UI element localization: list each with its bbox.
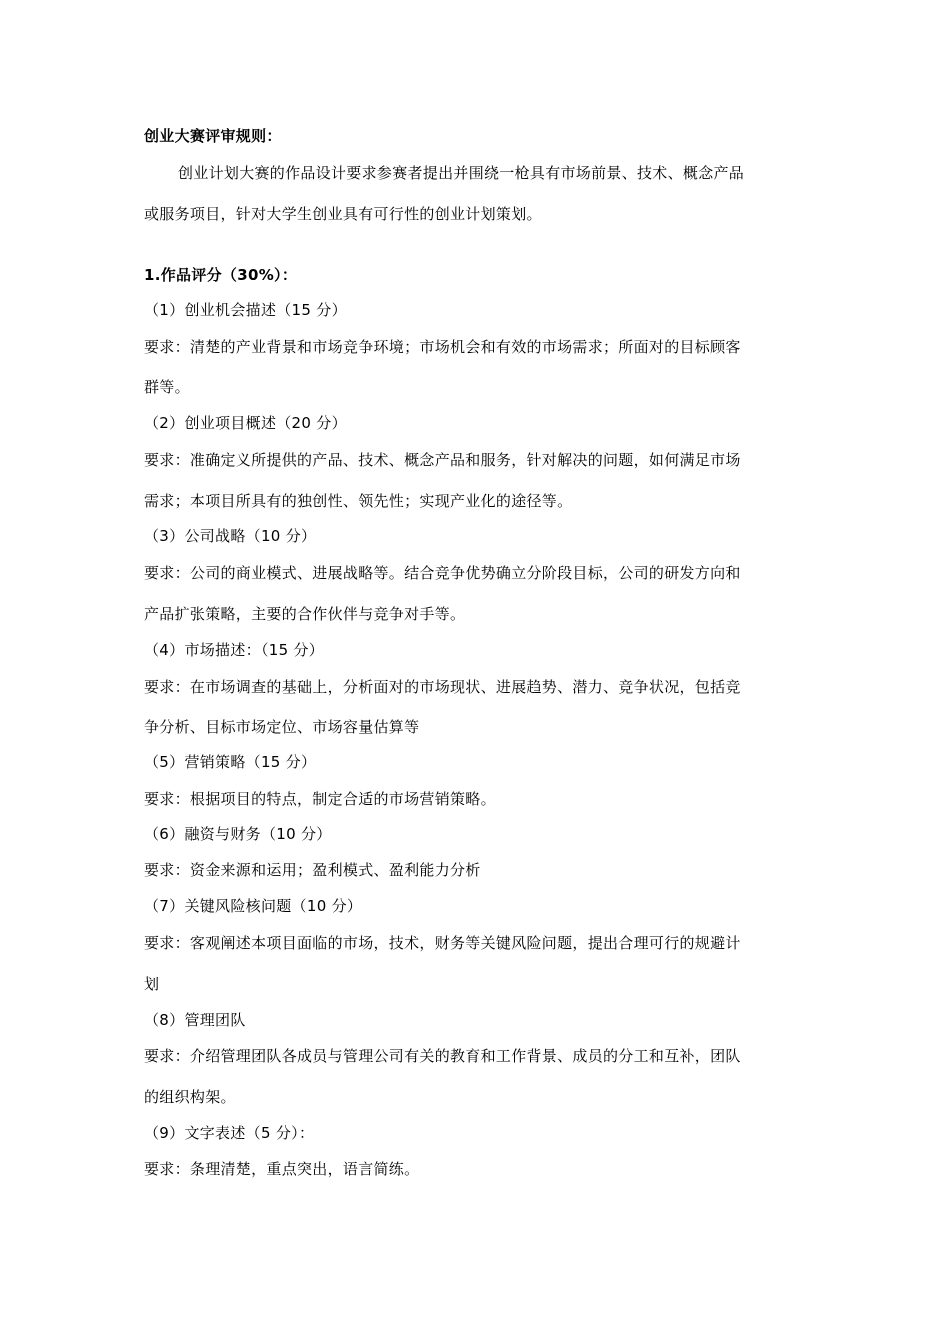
item-heading-8: （8）管理团队 <box>144 1011 246 1029</box>
item-requirement-8-line-1: 要求：介绍管理团队各成员与管理公司有关的教育和工作背景、成员的分工和互补，团队 <box>144 1047 741 1065</box>
item-heading-9: （9）文字表述（5 分）： <box>144 1124 315 1142</box>
item-heading-4: （4）市场描述：（15 分） <box>144 641 325 659</box>
item-requirement-6-line-1: 要求：资金来源和运用；盈利模式、盈利能力分析 <box>144 861 481 879</box>
item-requirement-7-line-1: 要求：客观阐述本项目面临的市场，技术，财务等关键风险问题，提出合理可行的规避计 <box>144 934 741 952</box>
item-requirement-7-line-2: 划 <box>144 975 160 993</box>
item-requirement-4-line-2: 争分析、目标市场定位、市场容量估算等 <box>144 718 420 736</box>
item-heading-5: （5）营销策略（15 分） <box>144 753 317 771</box>
item-requirement-3-line-2: 产品扩张策略，主要的合作伙伴与竞争对手等。 <box>144 605 466 623</box>
item-requirement-2-line-1: 要求：准确定义所提供的产品、技术、概念产品和服务，针对解决的问题，如何满足市场 <box>144 451 741 469</box>
item-requirement-2-line-2: 需求；本项目所具有的独创性、领先性；实现产业化的途径等。 <box>144 492 573 510</box>
item-heading-6: （6）融资与财务（10 分） <box>144 825 332 843</box>
item-heading-7: （7）关键风险核问题（10 分） <box>144 897 363 915</box>
item-heading-1: （1）创业机会描述（15 分） <box>144 301 347 319</box>
intro-line-2: 或服务项目，针对大学生创业具有可行性的创业计划策划。 <box>144 205 542 223</box>
document-title: 创业大赛评审规则： <box>144 127 282 145</box>
item-requirement-3-line-1: 要求：公司的商业模式、进展战略等。结合竞争优势确立分阶段目标，公司的研发方向和 <box>144 564 741 582</box>
item-requirement-4-line-1: 要求：在市场调查的基础上，分析面对的市场现状、进展趋势、潜力、竞争状况，包括竞 <box>144 678 741 696</box>
item-requirement-5-line-1: 要求：根据项目的特点，制定合适的市场营销策略。 <box>144 790 496 808</box>
section-heading: 1.作品评分（30%）： <box>144 266 298 284</box>
item-heading-2: （2）创业项目概述（20 分） <box>144 414 347 432</box>
item-requirement-1-line-1: 要求：清楚的产业背景和市场竞争环境；市场机会和有效的市场需求；所面对的目标顾客 <box>144 338 741 356</box>
item-heading-3: （3）公司战略（10 分） <box>144 527 317 545</box>
item-requirement-1-line-2: 群等。 <box>144 378 190 396</box>
item-requirement-8-line-2: 的组织构架。 <box>144 1088 236 1106</box>
item-requirement-9-line-1: 要求：条理清楚，重点突出，语言简练。 <box>144 1160 420 1178</box>
intro-line-1: 创业计划大赛的作品设计要求参赛者提出并围绕一枪具有市场前景、技术、概念产品 <box>178 164 745 182</box>
